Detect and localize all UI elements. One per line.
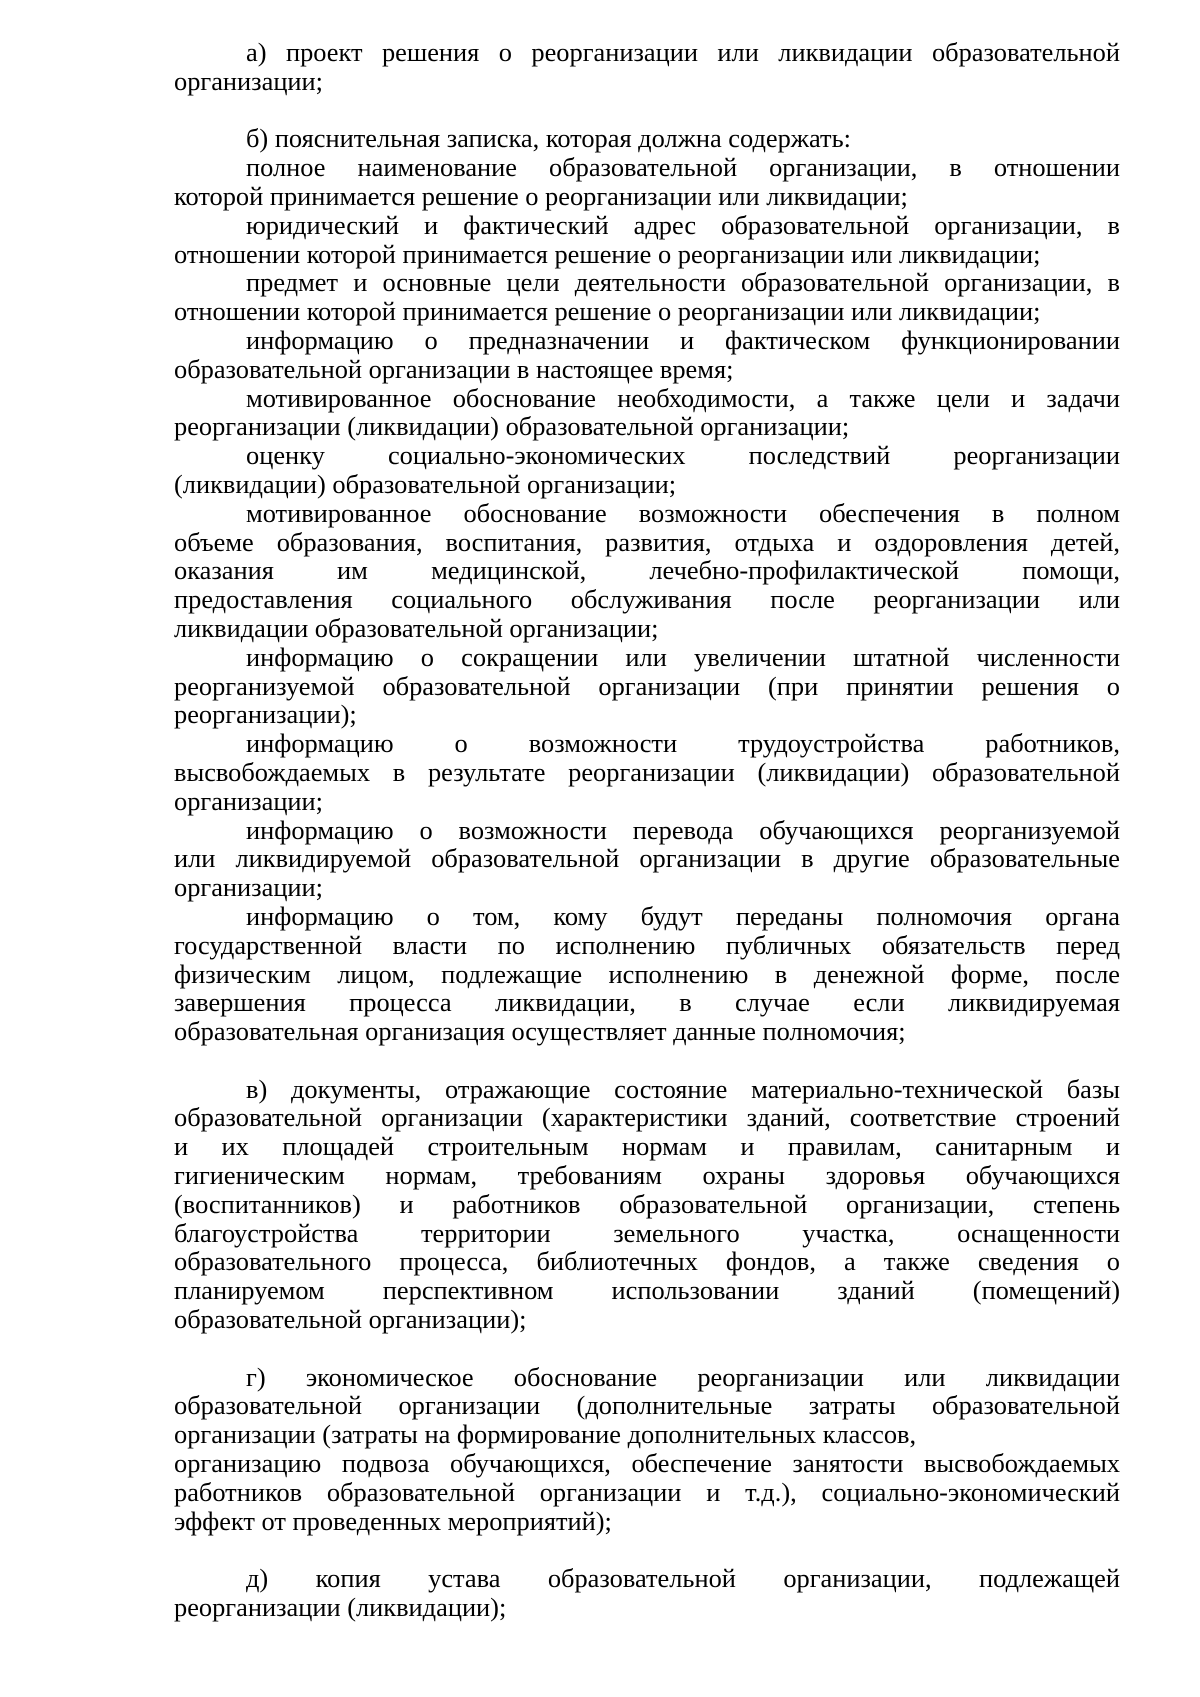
document-body xyxy=(174,38,1120,1622)
paragraph-line: оказания им медицинской, лечебно-профилактической помощи, xyxy=(174,555,1120,586)
paragraph-item-e xyxy=(174,1564,1120,1622)
paragraph-line: работников образовательной организации и т.д.), социально-экономический xyxy=(174,1476,1120,1507)
paragraph-line: д) копия устава образовательной организации, подлежащей xyxy=(246,1563,1120,1594)
paragraph-line: оценку социально-экономических последствий реорганизации xyxy=(246,440,1120,471)
paragraph-line: юридический и фактический адрес образовательной организации, в xyxy=(246,209,1120,240)
paragraph-line: ликвидации образовательной организации; xyxy=(174,612,659,643)
paragraph-line: образовательной организации (характеристики зданий, соответствие строений xyxy=(174,1102,1120,1133)
paragraph-line: информацию о сокращении или увеличении штатной численности xyxy=(246,641,1120,672)
paragraph-line: благоустройства территории земельного участка, оснащенности xyxy=(174,1217,1120,1248)
paragraph-item-b6 xyxy=(174,441,1120,499)
paragraph-line: реорганизации); xyxy=(174,699,357,730)
paragraph-line: организации; xyxy=(174,65,324,96)
paragraph-item-b3 xyxy=(174,268,1120,326)
paragraph-line: б) пояснительная записка, которая должна содержать: xyxy=(246,123,851,154)
paragraph-line: информацию о предназначении и фактическом функционировании xyxy=(246,324,1120,355)
paragraph-line: предмет и основные цели деятельности образовательной организации, в xyxy=(246,267,1120,298)
paragraph-line: организацию подвоза обучающихся, обеспечение занятости высвобождаемых xyxy=(174,1448,1120,1479)
paragraph-item-b1 xyxy=(174,153,1120,211)
paragraph-line: объеме образования, воспитания, развития, отдыха и оздоровления детей, xyxy=(174,526,1120,557)
paragraph-line: физическим лицом, подлежащие исполнению в денежной форме, после xyxy=(174,958,1120,989)
paragraph-line: полное наименование образовательной организации, в отношении xyxy=(246,152,1120,183)
paragraph-line: отношении которой принимается решение о реорганизации или ликвидации; xyxy=(174,238,1041,269)
paragraph-line: и их площадей строительным нормам и правилам, санитарным и xyxy=(174,1131,1120,1162)
paragraph-line: мотивированное обоснование необходимости, а также цели и задачи xyxy=(246,382,1120,413)
paragraph-line: г) экономическое обоснование реорганизации или ликвидации xyxy=(246,1361,1120,1392)
paragraph-item-c xyxy=(174,1075,1120,1334)
paragraph-item-b9 xyxy=(174,729,1120,815)
paragraph-line: организации; xyxy=(174,872,324,903)
paragraph-line: реорганизуемой образовательной организации (при принятии решения о xyxy=(174,670,1120,701)
paragraph-line: информацию о возможности трудоустройства работников, xyxy=(246,728,1120,759)
paragraph-line: высвобождаемых в результате реорганизации (ликвидации) образовательной xyxy=(174,756,1120,787)
paragraph-line: образовательной организации); xyxy=(174,1304,527,1335)
paragraph-item-b5 xyxy=(174,384,1120,442)
paragraph-line: образовательного процесса, библиотечных фондов, а также сведения о xyxy=(174,1246,1120,1277)
paragraph-line: образовательная организация осуществляет данные полномочия; xyxy=(174,1016,906,1047)
paragraph-item-b8 xyxy=(174,643,1120,729)
paragraph-line: информацию о возможности перевода обучающихся реорганизуемой xyxy=(246,814,1120,845)
paragraph-line: (ликвидации) образовательной организации; xyxy=(174,468,677,499)
paragraph-line: завершения процесса ликвидации, в случае если ликвидируемая xyxy=(174,987,1120,1018)
paragraph-line: (воспитанников) и работников образовательной организации, степень xyxy=(174,1188,1120,1219)
paragraph-item-b10 xyxy=(174,816,1120,902)
paragraph-line: информацию о том, кому будут переданы полномочия органа xyxy=(246,900,1120,931)
paragraph-line: организации; xyxy=(174,785,324,816)
paragraph-line: планируемом перспективном использовании зданий (помещений) xyxy=(174,1275,1120,1306)
paragraph-item-d xyxy=(174,1363,1120,1536)
paragraph-item-b11 xyxy=(174,902,1120,1046)
paragraph-line: а) проект решения о реорганизации или ликвидации образовательной xyxy=(246,37,1120,67)
paragraph-line: или ликвидируемой образовательной организации в другие образовательные xyxy=(174,843,1120,874)
paragraph-line: образовательной организации (дополнительные затраты образовательной xyxy=(174,1390,1120,1421)
paragraph-line: в) документы, отражающие состояние материально-технической базы xyxy=(246,1073,1120,1104)
paragraph-item-b7 xyxy=(174,499,1120,643)
paragraph-item-b xyxy=(174,124,1120,153)
paragraph-line: реорганизации (ликвидации) образовательной организации; xyxy=(174,411,850,442)
paragraph-line: предоставления социального обслуживания после реорганизации или xyxy=(174,584,1120,615)
paragraph-line: организации (затраты на формирование дополнительных классов, xyxy=(174,1419,917,1450)
paragraph-line: которой принимается решение о реорганизации или ликвидации; xyxy=(174,180,908,211)
paragraph-line: государственной власти по исполнению публичных обязательств перед xyxy=(174,929,1120,960)
paragraph-line: гигиеническим нормам, требованиям охраны здоровья обучающихся xyxy=(174,1160,1120,1191)
paragraph-line: мотивированное обоснование возможности обеспечения в полном xyxy=(246,497,1120,528)
paragraph-item-b2 xyxy=(174,211,1120,269)
paragraph-line: отношении которой принимается решение о реорганизации или ликвидации; xyxy=(174,296,1041,327)
paragraph-line: реорганизации (ликвидации); xyxy=(174,1592,507,1623)
paragraph-line: эффект от проведенных мероприятий); xyxy=(174,1505,612,1536)
paragraph-line: образовательной организации в настоящее время; xyxy=(174,353,734,384)
paragraph-item-a xyxy=(174,38,1120,96)
paragraph-item-b4 xyxy=(174,326,1120,384)
